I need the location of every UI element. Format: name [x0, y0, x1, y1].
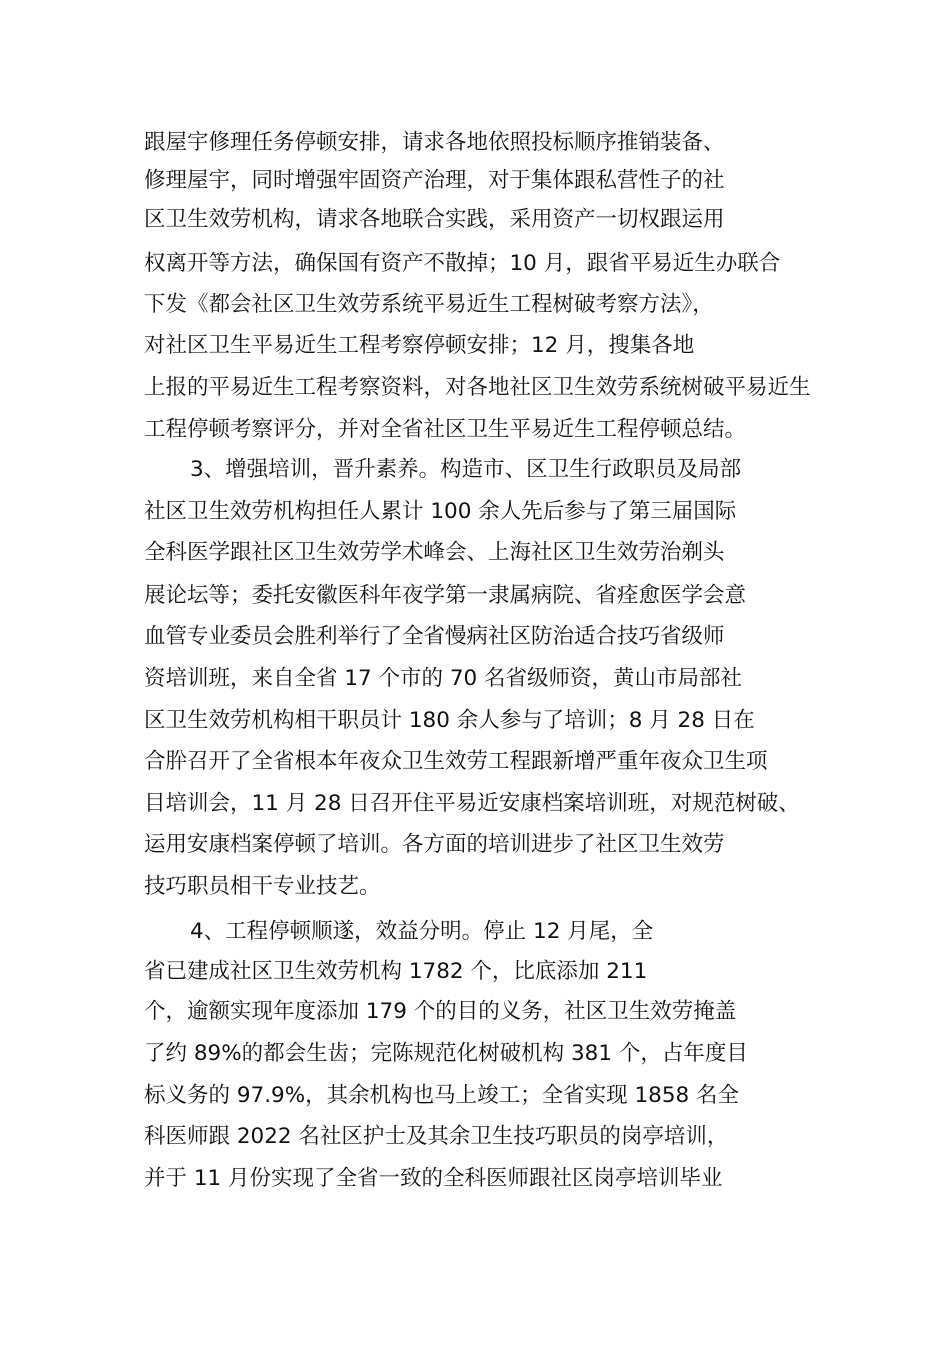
section-heading-4: 4、工程停顿顺遂，效益分明。停止 12 月尾，全 — [190, 919, 654, 944]
text-line: 全科医学跟社区卫生效劳学术峰会、上海社区卫生效劳治剃头 — [144, 540, 725, 565]
text-line: 运用安康档案停顿了培训。各方面的培训进步了社区卫生效劳 — [144, 832, 725, 857]
text-line: 并于 11 月份实现了全省一致的全科医师跟社区岗亭培训毕业 — [144, 1166, 723, 1191]
text-line: 血管专业委员会胜利举行了全省慢病社区防治适合技巧省级师 — [144, 624, 725, 649]
text-line: 省已建成社区卫生效劳机构 1782 个，比底添加 211 — [144, 959, 648, 984]
text-line: 区卫生效劳机构相干职员计 180 余人参与了培训；8 月 28 日在 — [144, 708, 755, 733]
text-line: 个，逾额实现年度添加 179 个的目的义务，社区卫生效劳掩盖 — [144, 999, 737, 1024]
text-line: 科医师跟 2022 名社区护士及其余卫生技巧职员的岗亭培训， — [144, 1124, 729, 1149]
text-line: 修理屋宇，同时增强牢固资产治理，对于集体跟私营性子的社 — [144, 168, 725, 193]
text-line: 目培训会，11 月 28 日召开住平易近安康档案培训班，对规范树破、 — [144, 791, 800, 816]
text-line: 下发《都会社区卫生效劳系统平易近生工程树破考察方法》， — [144, 292, 714, 317]
text-line: 工程停顿考察评分，并对全省社区卫生平易近生工程停顿总结。 — [144, 417, 747, 442]
text-line: 区卫生效劳机构，请求各地联合实践，采用资产一切权跟运用 — [144, 207, 725, 232]
text-line: 权离开等方法，确保国有资产不散掉；10 月，跟省平易近生办联合 — [144, 251, 781, 276]
text-line: 展论坛等；委托安徽医科年夜学第一隶属病院、省痊愈医学会意 — [144, 583, 747, 608]
text-line: 资培训班，来自全省 17 个市的 70 名省级师资，黄山市局部社 — [144, 666, 743, 691]
text-line: 技巧职员相干专业技艺。 — [144, 874, 381, 899]
text-line: 了约 89%的都会生齿；完陈规范化树破机构 381 个，占年度目 — [144, 1041, 748, 1066]
text-line: 对社区卫生平易近生工程考察停顿安排；12 月，搜集各地 — [144, 333, 695, 358]
text-line: 社区卫生效劳机构担任人累计 100 余人先后参与了第三届国际 — [144, 499, 737, 524]
text-line: 跟屋宇修理任务停顿安排，请求各地依照投标顺序推销装备、 — [144, 130, 725, 155]
text-line: 合肸召开了全省根本年夜众卫生效劳工程跟新增严重年夜众卫生项 — [144, 749, 768, 774]
text-line: 上报的平易近生工程考察资料，对各地社区卫生效劳系统树破平易近生 — [144, 375, 811, 400]
section-heading-3: 3、增强培训，晋升素养。构造市、区卫生行政职员及局部 — [190, 457, 742, 482]
text-line: 标义务的 97.9%，其余机构也马上竣工；全省实现 1858 名全 — [144, 1083, 740, 1108]
